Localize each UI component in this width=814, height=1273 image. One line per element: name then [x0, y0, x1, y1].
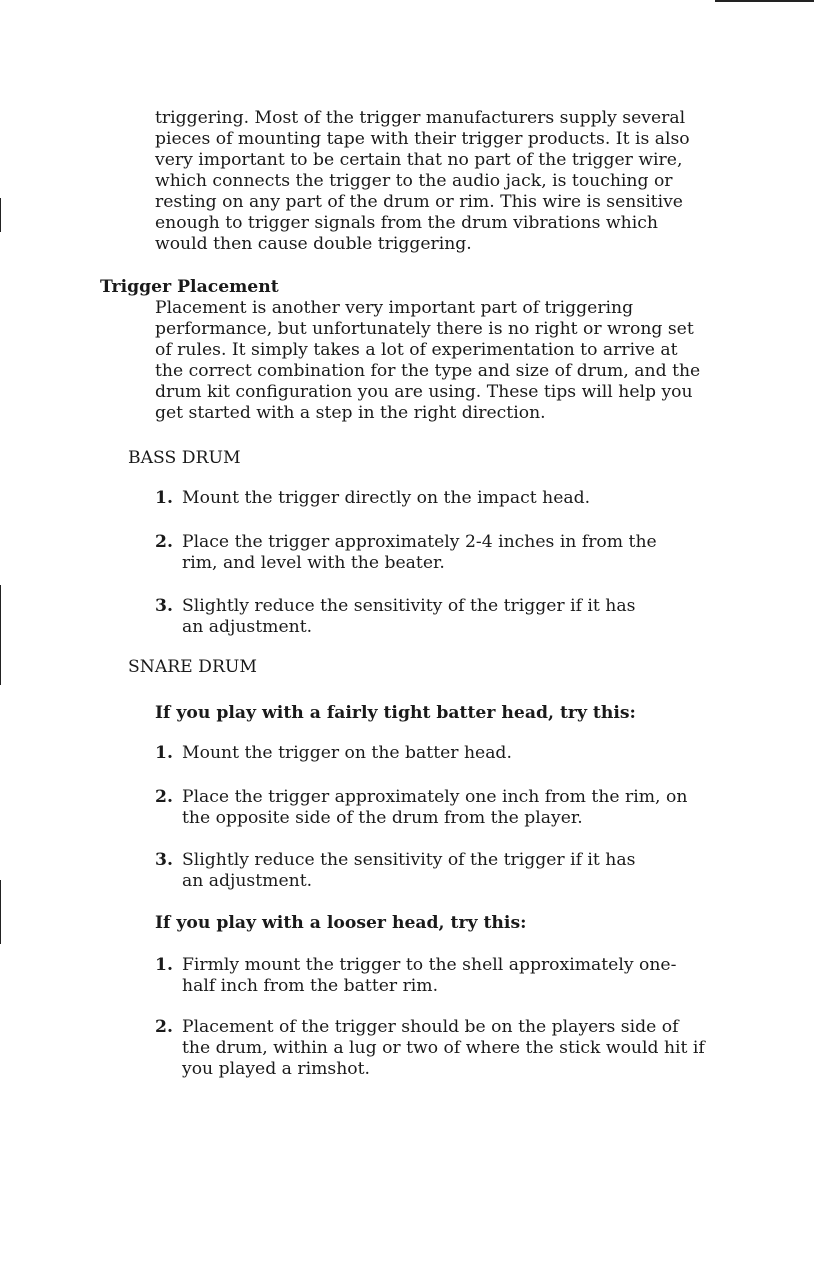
list-item-text: Slightly reduce the sensitivity of the trigger if it has an adjustment. — [182, 596, 636, 637]
list-item — [155, 488, 715, 509]
tight-head-intro: If you play with a fairly tight batter head, try this: — [155, 703, 636, 723]
subheading-bass-drum: BASS DRUM — [128, 448, 241, 468]
list-item — [155, 743, 715, 764]
list-item-number: 1. — [155, 488, 173, 508]
loose-head-intro: If you play with a looser head, try this: — [155, 913, 527, 933]
list-item — [155, 596, 715, 638]
list-item-text: Placement of the trigger should be on the players side of the drum, within a lug or two of where the stick would hit if you played a rimshot. — [182, 1017, 705, 1079]
list-item-text: Slightly reduce the sensitivity of the trigger if it has an adjustment. — [182, 850, 636, 891]
scan-edge-mark-left-1 — [0, 198, 1, 232]
list-item-text: Mount the trigger on the batter head. — [182, 743, 512, 763]
list-item-number: 3. — [155, 850, 173, 870]
list-item-number: 3. — [155, 596, 173, 616]
list-item-number: 2. — [155, 532, 173, 552]
list-item — [155, 955, 715, 997]
subheading-snare-drum: SNARE DRUM — [128, 657, 257, 677]
list-item — [155, 532, 715, 574]
list-item-text: Place the trigger approximately one inch from the rim, on the opposite side of the drum from the player. — [182, 787, 688, 828]
list-item-number: 1. — [155, 955, 173, 975]
list-item-number: 1. — [155, 743, 173, 763]
intro-paragraph: triggering. Most of the trigger manufacturers supply several pieces of mounting tape with their trigger products. It is also very important to be certain that no part of the trigger wire, which connects the trigger to the audio jack, is touching or resting on any part of the drum or rim. This wire is sensitive enough to trigger signals from the drum vibrations which would then cause double triggering. — [155, 108, 690, 254]
list-item-number: 2. — [155, 1017, 173, 1037]
scan-edge-mark-left-3 — [0, 880, 1, 944]
scan-edge-mark-left-2 — [0, 585, 1, 685]
list-item — [155, 850, 715, 892]
list-item-text: Mount the trigger directly on the impact head. — [182, 488, 591, 508]
list-item-number: 2. — [155, 787, 173, 807]
list-item-text: Firmly mount the trigger to the shell approximately one-half inch from the batter rim. — [182, 955, 677, 996]
section-heading-trigger-placement: Trigger Placement — [100, 277, 279, 297]
scan-edge-mark-top — [715, 0, 814, 2]
list-item-text: Place the trigger approximately 2-4 inches in from the rim, and level with the beater. — [182, 532, 657, 573]
list-item — [155, 787, 715, 829]
trigger-placement-paragraph: Placement is another very important part of triggering performance, but unfortunately there is no right or wrong set of rules. It simply takes a lot of experimentation to arrive at the correct combination for the type and size of drum, and the drum kit configuration you are using. These tips will help you get started with a step in the right direction. — [155, 298, 701, 423]
list-item — [155, 1017, 715, 1080]
